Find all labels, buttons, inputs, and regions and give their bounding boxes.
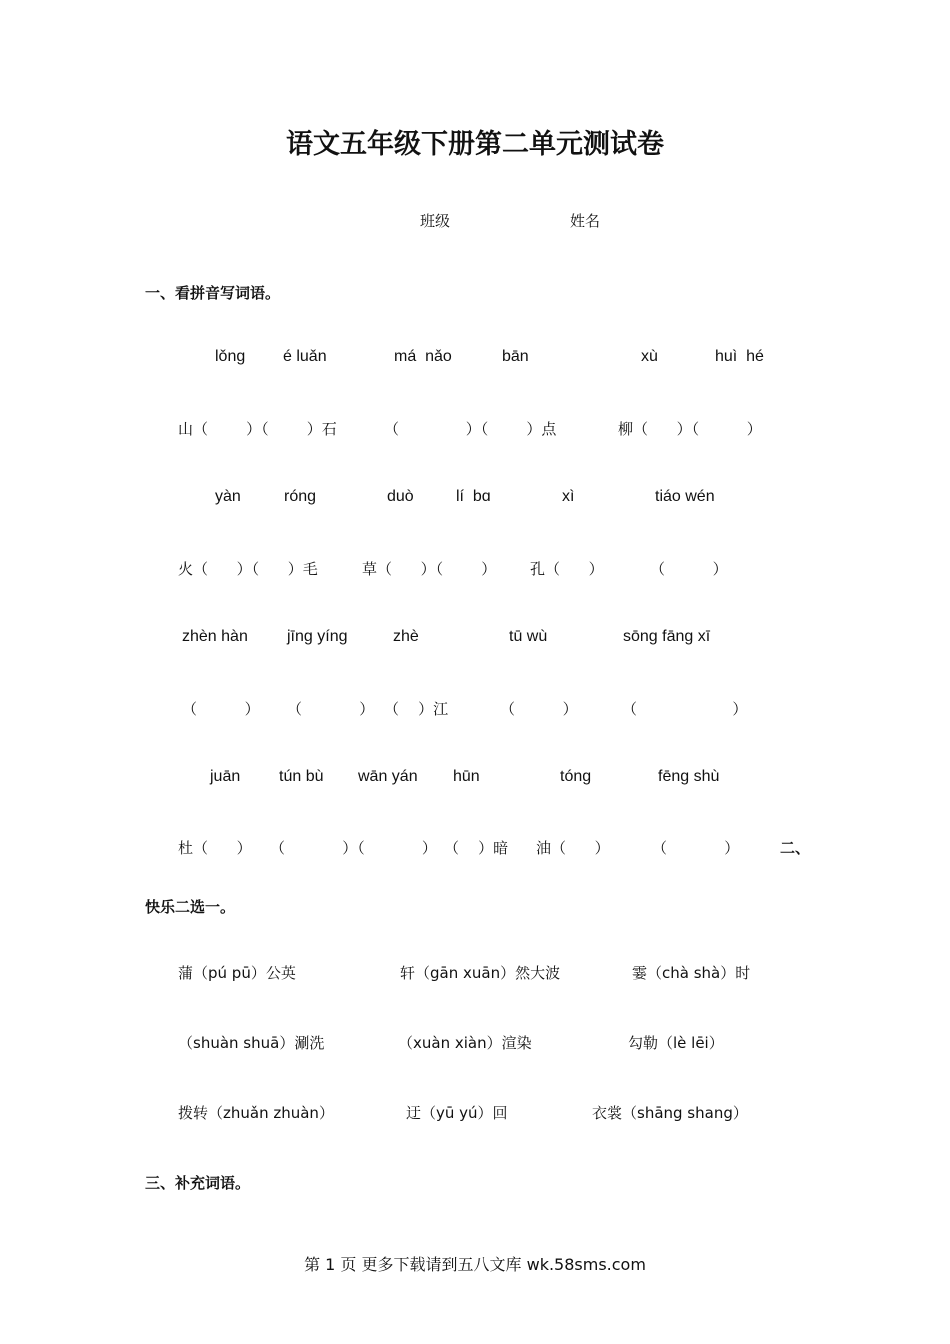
page-footer: 第 1 页 更多下载请到五八文库 wk.58sms.com xyxy=(304,1255,646,1274)
word-blank[interactable]: 油（ ） xyxy=(536,839,610,857)
pinyin-label: fēng shù xyxy=(658,768,720,785)
choice-item[interactable]: 迂（yū yú）回 xyxy=(406,1104,508,1122)
word-blank[interactable]: （ ）（ ）点 xyxy=(384,420,557,438)
choice-item[interactable]: 霎（chà shà）时 xyxy=(632,964,751,982)
choice-item[interactable]: （xuàn xiàn）渲染 xyxy=(398,1034,532,1052)
pinyin-label: tū wù xyxy=(509,628,548,645)
pinyin-label: lí bɑ xyxy=(456,488,491,505)
word-blank[interactable]: 火（ ）（ ）毛 xyxy=(178,560,318,578)
pinyin-label: tún bù xyxy=(279,768,324,785)
choice-item[interactable]: 勾勒（lè lēi） xyxy=(628,1034,724,1052)
word-blank[interactable]: （ ） xyxy=(182,700,260,718)
choice-item[interactable]: 拨转（zhuǎn zhuàn） xyxy=(178,1104,334,1122)
choice-item[interactable]: （shuàn shuā）涮洗 xyxy=(178,1034,325,1052)
pinyin-label: tiáo wén xyxy=(655,488,715,505)
pinyin-label: zhèn hàn xyxy=(182,628,248,645)
pinyin-label: má nǎo xyxy=(394,348,452,365)
word-blank[interactable]: 柳（ ）（ ） xyxy=(618,420,762,438)
class-label: 班级 xyxy=(420,212,451,230)
pinyin-label: lǒng xyxy=(215,348,246,365)
pinyin-label: xù xyxy=(641,348,658,365)
section1-heading: 一、看拼音写词语。 xyxy=(145,284,281,302)
choice-item[interactable]: 衣裳（shāng shang） xyxy=(592,1104,748,1122)
pinyin-label: xì xyxy=(562,488,575,505)
pinyin-label: bān xyxy=(502,348,529,365)
pinyin-label: duò xyxy=(387,488,414,505)
choice-item[interactable]: 蒲（pú pū）公英 xyxy=(178,964,296,982)
word-blank[interactable]: 草（ ）（ ） xyxy=(362,560,497,578)
word-blank[interactable]: （ ） xyxy=(622,700,748,718)
word-blank[interactable]: 山（ ）（ ）石 xyxy=(178,420,337,438)
word-blank[interactable]: 杜（ ） xyxy=(178,839,252,857)
word-blank[interactable]: （ ）江 xyxy=(384,700,449,718)
pinyin-label: yàn xyxy=(215,488,241,505)
pinyin-label: hūn xyxy=(453,768,480,785)
pinyin-label: huì hé xyxy=(715,348,764,365)
name-label: 姓名 xyxy=(570,212,601,230)
word-blank[interactable]: （ ） xyxy=(650,560,728,578)
pinyin-label: zhè xyxy=(393,628,419,645)
word-blank[interactable]: （ ）（ ） xyxy=(270,839,437,857)
pinyin-label: tóng xyxy=(560,768,592,785)
word-blank[interactable]: 孔（ ） xyxy=(530,560,604,578)
pinyin-label: wān yán xyxy=(358,768,418,785)
word-blank[interactable]: （ ） xyxy=(287,700,375,718)
section2-number: 二、 xyxy=(780,839,811,857)
word-blank[interactable]: （ ）暗 xyxy=(444,839,509,857)
pinyin-label: juān xyxy=(210,768,241,785)
section3-heading: 三、补充词语。 xyxy=(145,1174,251,1192)
section2-heading: 快乐二选一。 xyxy=(145,898,236,916)
word-blank[interactable]: （ ） xyxy=(500,700,578,718)
choice-item[interactable]: 轩（gān xuān）然大波 xyxy=(400,964,561,982)
pinyin-label: sōng fāng xī xyxy=(623,628,711,645)
pinyin-label: é luǎn xyxy=(283,348,327,365)
word-blank[interactable]: （ ） xyxy=(652,839,740,857)
page-title: 语文五年级下册第二单元测试卷 xyxy=(286,129,664,160)
pinyin-label: róng xyxy=(284,488,317,505)
pinyin-label: jīng yíng xyxy=(287,628,348,645)
